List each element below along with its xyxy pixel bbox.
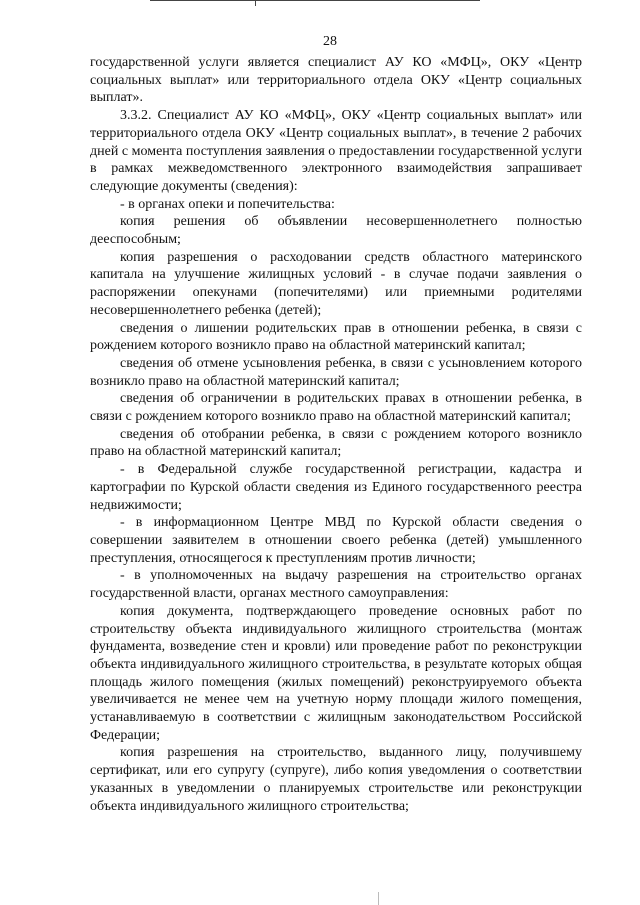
list-item-rosreestr: - в Федеральной службе государственной регистрации, кадастра и картографии по Курской области сведения из Единого государственного реестра недвижимости; bbox=[90, 462, 582, 513]
list-item-mvd-center: - в информационном Центре МВД по Курской области сведения о совершении заявителем в отношении своего ребенка (детей) умышленного преступления, относящегося к преступлениям против личности; bbox=[90, 515, 582, 566]
scan-mark bbox=[378, 892, 379, 905]
list-item-adoption-cancellation: сведения об отмене усыновления ребенка, в связи с усыновлением которого возникло право на областной материнский капитал; bbox=[90, 355, 582, 389]
list-item-emancipation-decision: копия решения об объявлении несовершеннолетнего полностью дееспособным; bbox=[90, 214, 582, 248]
list-item-restriction-of-rights: сведения об ограничении в родительских правах в отношении ребенка, в связи с рождением которого возникло право на областной материнский капитал; bbox=[90, 391, 582, 425]
top-scan-rule bbox=[150, 0, 480, 1]
page-number: 28 bbox=[323, 34, 337, 49]
list-item-construction-permit: копия разрешения на строительство, выданного лицу, получившему сертификат, или его супругу (супруге), либо копия уведомления о соответствии указанных в уведомлении о планируемых строительстве или реконструкции объекта индивидуального жилищного строительства; bbox=[90, 745, 582, 814]
paragraph-3-3-2: 3.3.2. Специалист АУ КО «МФЦ», ОКУ «Центр социальных выплат» или территориального отдела ОКУ «Центр социальных выплат», в течение 2 рабочих дней с момента поступления заявления о предоставлении государственной услуги в рамках межведомственного электронного взаимодействия запрашивает следующие документы (сведения): bbox=[90, 108, 582, 194]
list-item-construction-works-document: копия документа, подтверждающего проведение основных работ по строительству объекта индивидуального жилищного строительства (монтаж фундамента, возведение стен и кровли) или проведение работ по реконструкции объекта индивидуального жилищного строительства, в результате которых общая площадь жилого помещения (жилых помещений) реконструируемого объекта увеличивается не менее чем на учетную норму площади жилого помещения, устанавливаемую в соответствии с жилищным законодательством Российской Федерации; bbox=[90, 603, 582, 743]
list-item-capital-spending-permit: копия разрешения о расходовании средств областного материнского капитала на улучшение жилищных условий - в случае подачи заявления о распоряжении опекунами (попечителями) или приемными родителями несовершеннолетнего ребенка (детей); bbox=[90, 249, 582, 318]
paragraph-continuation: государственной услуги является специалист АУ КО «МФЦ», ОКУ «Центр социальных выплат» или территориального отдела ОКУ «Центр социальных выплат». bbox=[90, 55, 582, 106]
list-item-deprivation-of-rights: сведения о лишении родительских прав в отношении ребенка, в связи с рождением которого возникло право на областной материнский капитал; bbox=[90, 320, 582, 354]
document-body bbox=[90, 54, 582, 815]
list-item-child-removal: сведения об отобрании ребенка, в связи с рождением которого возникло право на областной материнский капитал; bbox=[90, 426, 582, 460]
top-scan-tick bbox=[255, 0, 256, 6]
list-item-guardianship-bodies: - в органах опеки и попечительства: bbox=[120, 196, 335, 212]
list-item-construction-authorities: - в уполномоченных на выдачу разрешения на строительство органах государственной власти, органах местного самоуправления: bbox=[90, 568, 582, 602]
